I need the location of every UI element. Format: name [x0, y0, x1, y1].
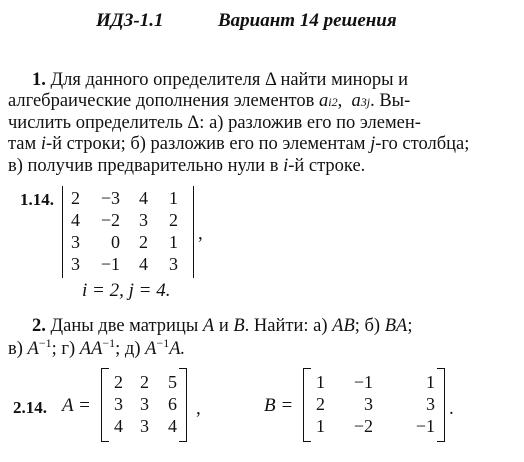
i-symbol: i — [283, 155, 289, 176]
inverse-exponent: −1 — [156, 336, 170, 351]
matrix-A-cell: 5 — [168, 372, 177, 392]
task1-line4-start: там — [8, 134, 41, 155]
task1-paragraph: 1. Для данного определителя Δ найти миноры и алгебраические дополнения элементов ai2, a3j. Вы- числить определитель Δ: а) разложив его по элемен- там i-й строки; б) разложив его по элементам j-го столбца; в) получив предварительно нули в i-й строке. — [8, 70, 470, 176]
task1-line4-mid: -й строки; б) разложив его по элементам — [46, 134, 371, 155]
A-inverse-base: A — [27, 339, 39, 360]
matrix-A-comma: , — [196, 398, 201, 419]
A-inverse-A-second: A. — [169, 339, 186, 360]
task2-paragraph — [8, 316, 508, 361]
matrix-A-cell: 4 — [114, 416, 123, 436]
det-cell: −3 — [100, 188, 120, 208]
det-cell: 2 — [71, 188, 80, 208]
matrix-B-left-bracket — [303, 368, 311, 442]
det-cell: 4 — [139, 254, 148, 274]
det-cell: 2 — [169, 210, 178, 230]
det-left-bar — [62, 186, 63, 278]
a-symbol: a — [319, 91, 329, 112]
det-condition: i = 2, j = 4. — [82, 280, 171, 301]
matrix-A-cell: 2 — [114, 372, 123, 392]
header-right: Вариант 14 решения — [218, 10, 397, 31]
task1-number: 1. — [32, 70, 46, 90]
matrix-B-cell: 2 — [316, 394, 325, 414]
a-symbol: a — [351, 91, 361, 112]
task1-line2: алгебраические дополнения элементов — [8, 91, 320, 112]
BA-expr: BA — [384, 316, 408, 336]
i-symbol: i — [40, 134, 46, 155]
det-cell: 1 — [169, 188, 178, 208]
task2-semicolon: ; — [407, 316, 413, 336]
matrix-A-right-bracket — [179, 368, 187, 442]
det-cell: 1 — [169, 232, 178, 252]
matrix-B-cells — [311, 371, 435, 437]
task2-v: в) — [8, 339, 28, 360]
matrix-B-cell: −2 — [353, 416, 373, 436]
matrix-B-dot: . — [449, 398, 454, 419]
subscript-i2: i2 — [328, 95, 338, 110]
task1-line1: Для данного определителя Δ найти миноры и — [45, 70, 409, 90]
inverse-exponent: −1 — [102, 336, 116, 351]
task1-line5-end: -й строке. — [288, 155, 366, 176]
matrix-A — [101, 368, 187, 442]
A-equals: A = — [62, 395, 91, 416]
matrix-B-cell: 3 — [426, 394, 435, 414]
matrix-B — [303, 368, 445, 442]
A-inverse-A-first: A — [145, 339, 157, 360]
matrix-A-cell: 6 — [168, 394, 177, 414]
B-symbol: B — [233, 316, 245, 336]
j-symbol: j — [370, 134, 376, 155]
matrix-A-cell: 3 — [140, 394, 149, 414]
task2-line1-mid: . Найти: а) — [244, 316, 333, 336]
AA-inverse-base: AA — [79, 339, 103, 360]
task2-number: 2. — [32, 316, 46, 336]
det-cell: 0 — [111, 232, 120, 252]
task1-line2-end: . Вы- — [370, 91, 411, 112]
det-cell: 2 — [139, 232, 148, 252]
det-cell: 3 — [71, 254, 80, 274]
task2-b: ; б) — [354, 316, 385, 336]
header-left: ИДЗ-1.1 — [96, 10, 164, 31]
matrix-B-cell: 1 — [316, 416, 325, 436]
task2-d: ; д) — [115, 339, 146, 360]
task2-and: и — [214, 316, 234, 336]
matrix-A-cell: 3 — [114, 394, 123, 414]
det-cell: 3 — [139, 210, 148, 230]
matrix-B-right-bracket — [437, 368, 445, 442]
matrix-A-cell: 3 — [140, 416, 149, 436]
matrix-B-cell: 3 — [364, 394, 373, 414]
B-equals: B = — [264, 395, 294, 416]
det-comma: , — [198, 223, 203, 244]
subscript-3j: 3j — [360, 95, 371, 110]
matrix-B-cell: 1 — [316, 372, 325, 392]
matrix-A-cell: 2 — [140, 372, 149, 392]
matrix-label: 2.14. — [13, 398, 47, 417]
det-right-bar — [193, 186, 194, 278]
matrix-A-cell: 4 — [168, 416, 177, 436]
det-cell: 4 — [71, 210, 80, 230]
matrix-B-cell: −1 — [353, 372, 373, 392]
matrix-B-cell: 1 — [426, 372, 435, 392]
det-label: 1.14. — [20, 190, 54, 209]
determinant — [62, 186, 194, 278]
task2-g: ; г) — [51, 339, 80, 360]
A-symbol: A — [202, 316, 215, 336]
matrix-A-cells — [109, 371, 177, 437]
det-cell: 3 — [71, 232, 80, 252]
task1-line3: числить определитель Δ: а) разложив его по элемен- — [8, 112, 421, 133]
det-cell: −2 — [100, 210, 120, 230]
det-cell: 4 — [139, 188, 148, 208]
task1-line5-start: в) получив предварительно нули в — [8, 155, 284, 176]
inverse-exponent: −1 — [38, 336, 52, 351]
matrix-B-cell: −1 — [415, 416, 435, 436]
AB-expr: AB — [332, 316, 355, 336]
task1-line4-end: -го столбца; — [375, 134, 470, 155]
det-cells — [66, 187, 178, 275]
det-cell: 3 — [169, 254, 178, 274]
task2-line1-start: Даны две матрицы — [45, 316, 203, 336]
matrix-A-left-bracket — [101, 368, 109, 442]
det-cell: −1 — [100, 254, 120, 274]
